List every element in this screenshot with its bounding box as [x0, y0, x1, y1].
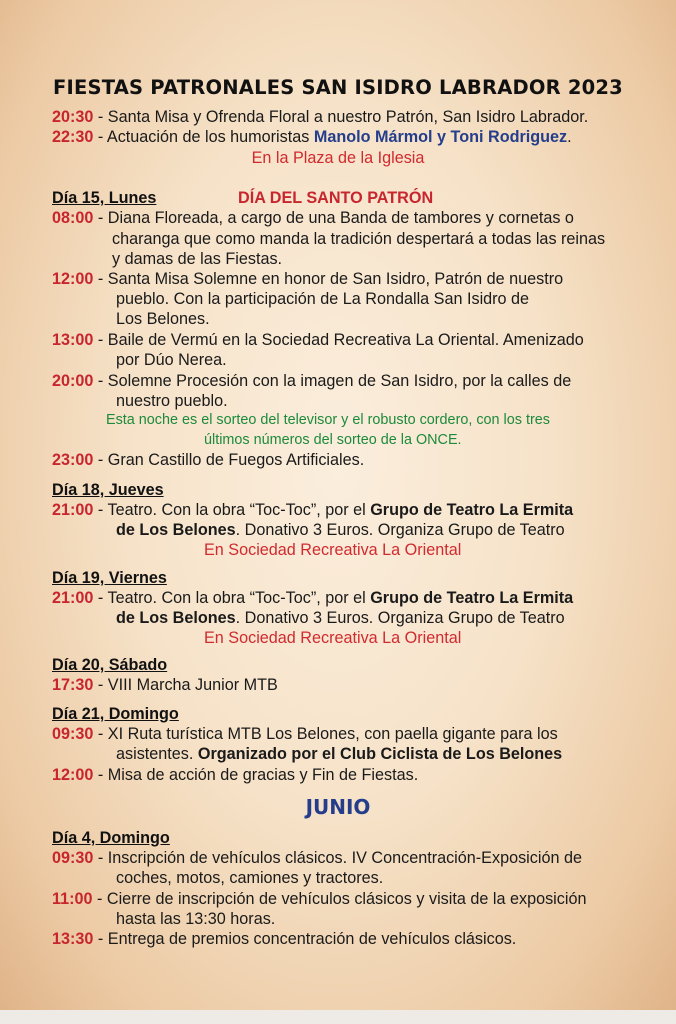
event-line [52, 889, 586, 909]
event-line [52, 724, 558, 744]
event-time: 09:30 [52, 725, 94, 743]
month-heading: JUNIO [305, 795, 371, 819]
event-text: . [567, 128, 572, 146]
event-text: pueblo. Con la participación de La Rondalla San Isidro de [116, 290, 530, 308]
theatre-group: de Los Belones [116, 521, 236, 539]
event-text: por Dúo Nerea. [116, 351, 227, 369]
event-line [52, 107, 588, 127]
event-line [52, 330, 584, 350]
event-time: 20:30 [52, 108, 94, 126]
event-text: - Baile de Vermú en la Sociedad Recreativa La Oriental. Amenizado [93, 331, 584, 349]
event-time: 17:30 [52, 676, 94, 694]
day-heading: Día 4, Domingo [52, 829, 170, 847]
event-line [52, 588, 573, 608]
event-line [52, 500, 573, 520]
event-time: 13:00 [52, 331, 94, 349]
event-text: - Santa Misa y Ofrenda Floral a nuestro Patrón, San Isidro Labrador. [93, 108, 589, 126]
organizer: Organizado por el Club Ciclista de Los Belones [197, 745, 563, 763]
event-time: 20:00 [52, 372, 94, 390]
performer-names: Manolo Mármol y Toni Rodriguez [313, 128, 568, 146]
event-text: hasta las 13:30 horas. [116, 910, 276, 928]
theatre-group: Grupo de Teatro La Ermita [370, 589, 574, 607]
event-line [52, 371, 571, 391]
event-text: - VIII Marcha Junior MTB [93, 676, 278, 694]
event-text: - Teatro. Con la obra “Toc-Toc”, por el [93, 501, 371, 519]
event-line [52, 127, 572, 147]
event-line [116, 608, 565, 628]
event-text: . Donativo 3 Euros. Organiza Grupo de Teatro [235, 521, 565, 539]
event-line [52, 269, 563, 289]
event-time: 22:30 [52, 128, 94, 146]
day-heading: Día 21, Domingo [52, 705, 179, 723]
event-text: asistentes. [116, 745, 198, 763]
event-line [116, 520, 565, 540]
event-text: - Teatro. Con la obra “Toc-Toc”, por el [93, 589, 371, 607]
event-location: En la Plaza de la Iglesia [251, 149, 425, 167]
event-text: Los Belones. [116, 310, 210, 328]
event-time: 08:00 [52, 209, 94, 227]
event-location: En Sociedad Recreativa La Oriental [204, 629, 462, 647]
event-text: . Donativo 3 Euros. Organiza Grupo de Teatro [235, 609, 565, 627]
event-time: 12:00 [52, 270, 94, 288]
event-location: En Sociedad Recreativa La Oriental [204, 541, 462, 559]
event-line [116, 744, 562, 764]
event-text: nuestro pueblo. [116, 392, 228, 410]
event-time: 21:00 [52, 501, 94, 519]
theatre-group: Grupo de Teatro La Ermita [370, 501, 574, 519]
bottom-margin [0, 1010, 676, 1024]
event-time: 09:30 [52, 849, 94, 867]
day-heading: Día 20, Sábado [52, 656, 168, 674]
event-line [52, 208, 574, 228]
event-text: - Gran Castillo de Fuegos Artificiales. [93, 451, 365, 469]
event-line [52, 675, 278, 695]
event-time: 11:00 [52, 890, 93, 908]
event-text: y damas de las Fiestas. [112, 250, 283, 268]
event-text: - Actuación de los humoristas [93, 128, 314, 146]
day-heading: Día 15, Lunes [52, 189, 157, 207]
note-text: últimos números del sorteo de la ONCE. [204, 432, 462, 448]
event-time: 12:00 [52, 766, 94, 784]
event-time: 13:30 [52, 930, 94, 948]
event-line [52, 848, 582, 868]
event-text: - Solemne Procesión con la imagen de San Isidro, por la calles de [93, 372, 572, 390]
event-text: - Diana Floreada, a cargo de una Banda de tambores y cornetas o [93, 209, 574, 227]
event-text: - Cierre de inscripción de vehículos clásicos y visita de la exposición [92, 890, 587, 908]
event-text: - XI Ruta turística MTB Los Belones, con paella gigante para los [93, 725, 558, 743]
poster-title: FIESTAS PATRONALES SAN ISIDRO LABRADOR 2023 [53, 76, 623, 99]
note-text: Esta noche es el sorteo del televisor y el robusto cordero, con los tres [106, 412, 550, 428]
event-text: charanga que como manda la tradición despertará a todas las reinas [112, 230, 606, 248]
event-line [52, 450, 364, 470]
event-line [52, 765, 418, 785]
event-text: - Entrega de premios concentración de vehículos clásicos. [93, 930, 517, 948]
day-heading: Día 19, Viernes [52, 569, 167, 587]
section-heading: DÍA DEL SANTO PATRÓN [238, 189, 434, 207]
event-time: 23:00 [52, 451, 94, 469]
event-text: - Inscripción de vehículos clásicos. IV Concentración-Exposición de [93, 849, 582, 867]
event-text: - Misa de acción de gracias y Fin de Fiestas. [93, 766, 419, 784]
event-time: 21:00 [52, 589, 94, 607]
day-heading: Día 18, Jueves [52, 481, 164, 499]
event-text: coches, motos, camiones y tractores. [116, 869, 384, 887]
theatre-group: de Los Belones [116, 609, 236, 627]
event-text: - Santa Misa Solemne en honor de San Isidro, Patrón de nuestro [93, 270, 564, 288]
event-line [52, 929, 516, 949]
